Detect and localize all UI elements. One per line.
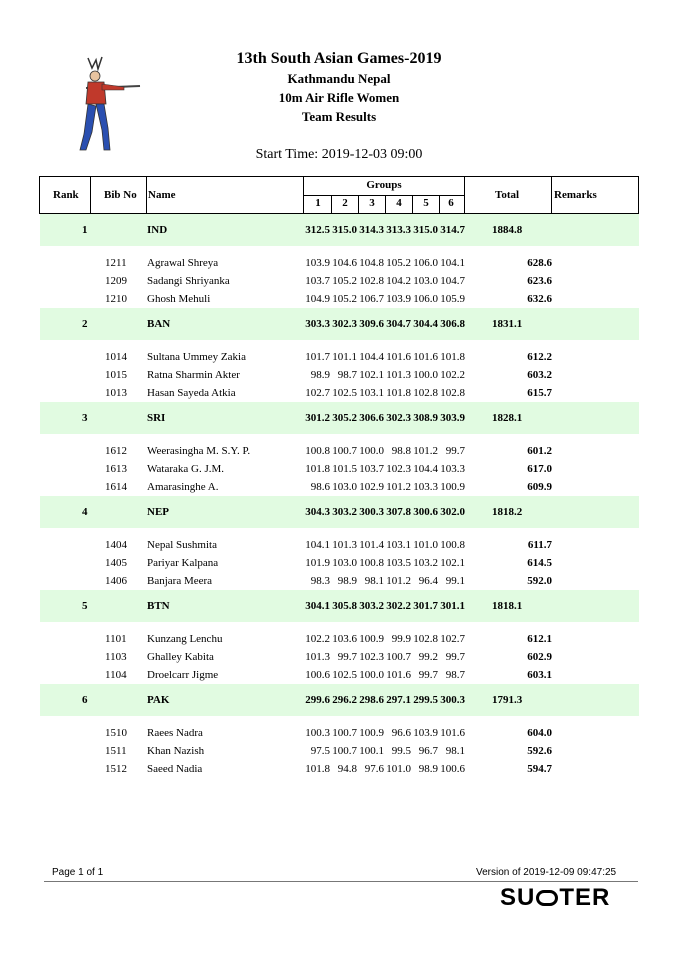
- athlete-total: 612.1: [527, 633, 552, 645]
- team-group-score: 298.6: [359, 694, 384, 706]
- team-rank: 1: [82, 224, 88, 236]
- athlete-group-score: 105.9: [440, 293, 465, 305]
- athlete-group-score: 99.7: [445, 651, 465, 663]
- page-number: Page 1 of 1: [52, 867, 104, 878]
- athlete-group-score: 105.2: [386, 257, 411, 269]
- athlete-group-score: 103.7: [305, 275, 330, 287]
- athlete-group-score: 103.3: [413, 481, 438, 493]
- athlete-group-score: 102.3: [386, 463, 411, 475]
- athlete-group-score: 100.7: [332, 445, 357, 457]
- athlete-group-score: 99.9: [391, 633, 411, 645]
- col-groups: Groups: [366, 179, 402, 191]
- athlete-group-score: 104.2: [386, 275, 411, 287]
- athlete-group-score: 100.9: [440, 481, 465, 493]
- team-group-score: 300.3: [440, 694, 465, 706]
- athlete-group-score: 102.5: [332, 387, 357, 399]
- athlete-group-score: 104.4: [359, 351, 384, 363]
- athlete-group-score: 106.0: [413, 257, 438, 269]
- team-rank: 6: [82, 694, 88, 706]
- athlete-row: [40, 648, 639, 666]
- athlete-group-score: 100.9: [359, 633, 384, 645]
- athlete-name: Agrawal Shreya: [147, 257, 219, 269]
- team-row: [40, 402, 639, 434]
- athlete-name: Sultana Ummey Zakia: [147, 351, 246, 363]
- athlete-row: [40, 254, 639, 272]
- athlete-row: [40, 760, 639, 778]
- athlete-bib: 1209: [105, 275, 127, 287]
- team-group-score: 306.6: [359, 412, 384, 424]
- athlete-group-score: 98.3: [310, 575, 330, 587]
- team-group-score: 302.3: [386, 412, 411, 424]
- athlete-group-score: 98.6: [310, 481, 330, 493]
- col-total: Total: [495, 189, 520, 201]
- athlete-group-score: 101.2: [386, 575, 411, 587]
- athlete-name: Wataraka G. J.M.: [147, 463, 225, 475]
- athlete-group-score: 96.6: [391, 727, 411, 739]
- team-total: 1831.1: [492, 318, 523, 330]
- athlete-name: Amarasinghe A.: [147, 481, 219, 493]
- team-row: [40, 214, 639, 246]
- col-group-4: 4: [396, 197, 402, 209]
- athlete-group-score: 104.7: [440, 275, 465, 287]
- athlete-bib: 1614: [105, 481, 127, 493]
- version-stamp: Version of 2019-12-09 09:47:25: [476, 867, 617, 878]
- athlete-group-score: 100.1: [359, 745, 384, 757]
- team-group-score: 306.8: [440, 318, 465, 330]
- athlete-group-score: 98.7: [445, 669, 465, 681]
- team-name: BAN: [147, 318, 171, 330]
- team-group-score: 301.2: [305, 412, 330, 424]
- athlete-row: [40, 366, 639, 384]
- team-rank: 5: [82, 600, 88, 612]
- athlete-row: [40, 536, 639, 554]
- team-group-score: 300.3: [359, 506, 384, 518]
- athlete-group-score: 99.1: [445, 575, 465, 587]
- athlete-group-score: 101.6: [386, 351, 411, 363]
- athlete-total: 594.7: [527, 763, 552, 775]
- team-group-score: 314.3: [359, 224, 384, 236]
- athlete-bib: 1015: [105, 369, 127, 381]
- athlete-group-score: 100.0: [359, 445, 384, 457]
- athlete-group-score: 103.0: [332, 557, 357, 569]
- location: Kathmandu Nepal: [287, 71, 391, 86]
- team-row: [40, 684, 639, 716]
- results-subtitle: Team Results: [301, 109, 377, 124]
- team-group-score: 312.5: [305, 224, 330, 236]
- athlete-bib: 1014: [105, 351, 127, 363]
- athlete-group-score: 100.6: [440, 763, 465, 775]
- athlete-group-score: 101.3: [332, 539, 357, 551]
- athlete-group-score: 98.9: [337, 575, 357, 587]
- team-group-score: 304.3: [305, 506, 330, 518]
- team-group-score: 304.7: [386, 318, 411, 330]
- athlete-group-score: 104.1: [305, 539, 330, 551]
- col-name: Name: [148, 189, 176, 201]
- athlete-group-score: 101.6: [386, 669, 411, 681]
- athlete-group-score: 100.6: [305, 669, 330, 681]
- team-group-score: 296.2: [332, 694, 357, 706]
- athlete-bib: 1405: [105, 557, 127, 569]
- team-group-score: 314.7: [440, 224, 465, 236]
- team-group-score: 307.8: [386, 506, 411, 518]
- athlete-group-score: 100.8: [305, 445, 330, 457]
- athlete-group-score: 102.2: [305, 633, 330, 645]
- athlete-bib: 1101: [105, 633, 127, 645]
- athlete-group-score: 102.5: [332, 669, 357, 681]
- athlete-total: 592.6: [527, 745, 552, 757]
- athlete-group-score: 103.5: [386, 557, 411, 569]
- brand-logo: SU TER: [500, 884, 611, 911]
- athlete-row: [40, 384, 639, 402]
- athlete-group-score: 99.7: [445, 445, 465, 457]
- athlete-group-score: 98.9: [418, 763, 438, 775]
- athlete-row: [40, 478, 639, 496]
- athlete-group-score: 103.2: [413, 557, 438, 569]
- team-name: SRI: [147, 412, 166, 424]
- athlete-group-score: 96.7: [418, 745, 438, 757]
- athlete-group-score: 103.1: [359, 387, 384, 399]
- team-group-score: 313.3: [386, 224, 411, 236]
- athlete-group-score: 100.0: [359, 669, 384, 681]
- team-name: PAK: [147, 694, 170, 706]
- athlete-bib: 1211: [105, 257, 127, 269]
- athlete-group-score: 102.1: [440, 557, 465, 569]
- col-group-3: 3: [369, 197, 375, 209]
- athlete-name: Ratna Sharmin Akter: [147, 369, 240, 381]
- team-group-score: 303.2: [359, 600, 384, 612]
- col-group-2: 2: [342, 197, 348, 209]
- athlete-total: 603.1: [527, 669, 552, 681]
- team-rank: 4: [82, 506, 88, 518]
- footer-divider: [44, 881, 638, 882]
- athlete-group-score: 103.1: [386, 539, 411, 551]
- athlete-group-score: 100.0: [413, 369, 438, 381]
- team-name: BTN: [147, 600, 170, 612]
- athlete-group-score: 101.5: [332, 463, 357, 475]
- athlete-group-score: 105.2: [332, 275, 357, 287]
- athlete-group-score: 103.9: [386, 293, 411, 305]
- team-group-score: 302.3: [332, 318, 357, 330]
- athlete-bib: 1404: [105, 539, 127, 551]
- team-row: [40, 308, 639, 340]
- athlete-group-score: 102.8: [413, 633, 438, 645]
- athlete-row: [40, 666, 639, 684]
- athlete-group-score: 101.3: [305, 651, 330, 663]
- athlete-row: [40, 272, 639, 290]
- athlete-group-score: 99.7: [418, 669, 438, 681]
- athlete-group-score: 102.2: [440, 369, 465, 381]
- athlete-row: [40, 572, 639, 590]
- athlete-group-score: 102.7: [305, 387, 330, 399]
- athlete-group-score: 101.0: [386, 763, 411, 775]
- team-group-score: 301.1: [440, 600, 465, 612]
- athlete-group-score: 98.9: [310, 369, 330, 381]
- athlete-row: [40, 554, 639, 572]
- team-group-score: 304.1: [305, 600, 330, 612]
- athlete-name: Banjara Meera: [147, 575, 213, 587]
- athlete-group-score: 101.3: [386, 369, 411, 381]
- athlete-total: 609.9: [527, 481, 552, 493]
- athlete-total: 615.7: [527, 387, 552, 399]
- athlete-total: 617.0: [527, 463, 552, 475]
- team-group-score: 301.7: [413, 600, 438, 612]
- athlete-group-score: 101.4: [359, 539, 384, 551]
- athlete-group-score: 106.7: [359, 293, 384, 305]
- athlete-group-score: 101.0: [413, 539, 438, 551]
- team-group-score: 305.2: [332, 412, 357, 424]
- team-group-score: 302.0: [440, 506, 465, 518]
- athlete-bib: 1103: [105, 651, 127, 663]
- page-title: 13th South Asian Games-2019: [236, 50, 442, 67]
- athlete-bib: 1210: [105, 293, 127, 305]
- athlete-row: [40, 290, 639, 308]
- athlete-name: Khan Nazish: [147, 745, 205, 757]
- athlete-group-score: 102.7: [440, 633, 465, 645]
- col-rank: Rank: [53, 189, 79, 201]
- athlete-group-score: 104.6: [332, 257, 357, 269]
- col-group-5: 5: [423, 197, 429, 209]
- athlete-name: Nepal Sushmita: [147, 539, 217, 551]
- start-time: Start Time: 2019-12-03 09:00: [255, 147, 423, 162]
- col-group-6: 6: [448, 197, 454, 209]
- athlete-name: Kunzang Lenchu: [147, 633, 223, 645]
- team-group-score: 299.6: [305, 694, 330, 706]
- athlete-row: [40, 630, 639, 648]
- athlete-group-score: 102.8: [413, 387, 438, 399]
- athlete-name: Pariyar Kalpana: [147, 557, 219, 569]
- team-group-score: 315.0: [332, 224, 357, 236]
- col-bib: Bib No: [104, 189, 137, 201]
- athlete-group-score: 99.7: [337, 651, 357, 663]
- athlete-total: 632.6: [527, 293, 552, 305]
- col-group-1: 1: [315, 197, 321, 209]
- athlete-group-score: 96.4: [418, 575, 438, 587]
- team-group-score: 302.2: [386, 600, 411, 612]
- table-header: [39, 176, 639, 214]
- athlete-name: Saeed Nadia: [147, 763, 203, 775]
- event-name: 10m Air Rifle Women: [278, 90, 400, 105]
- athlete-group-score: 103.9: [305, 257, 330, 269]
- team-group-score: 315.0: [413, 224, 438, 236]
- athlete-total: 604.0: [527, 727, 552, 739]
- athlete-group-score: 101.6: [413, 351, 438, 363]
- athlete-group-score: 103.0: [413, 275, 438, 287]
- team-group-score: 300.6: [413, 506, 438, 518]
- athlete-row: [40, 742, 639, 760]
- athlete-group-score: 100.7: [332, 727, 357, 739]
- athlete-name: Droelcarr Jigme: [147, 669, 219, 681]
- team-total: 1818.2: [492, 506, 523, 518]
- athlete-total: 592.0: [527, 575, 552, 587]
- athlete-group-score: 102.9: [359, 481, 384, 493]
- athlete-group-score: 103.9: [413, 727, 438, 739]
- athlete-name: Ghosh Mehuli: [147, 293, 211, 305]
- athlete-group-score: 98.8: [391, 445, 411, 457]
- team-group-score: 309.6: [359, 318, 384, 330]
- athlete-name: Raees Nadra: [147, 727, 203, 739]
- athlete-group-score: 104.8: [359, 257, 384, 269]
- athlete-group-score: 102.8: [440, 387, 465, 399]
- team-row: [40, 496, 639, 528]
- team-group-score: 303.3: [305, 318, 330, 330]
- athlete-bib: 1510: [105, 727, 127, 739]
- athlete-group-score: 97.6: [364, 763, 384, 775]
- athlete-group-score: 99.2: [418, 651, 438, 663]
- athlete-total: 623.6: [527, 275, 552, 287]
- athlete-group-score: 98.7: [337, 369, 357, 381]
- athlete-group-score: 102.8: [359, 275, 384, 287]
- athlete-group-score: 101.6: [440, 727, 465, 739]
- athlete-group-score: 100.9: [359, 727, 384, 739]
- athlete-name: Weerasingha M. S.Y. P.: [147, 445, 251, 457]
- team-total: 1818.1: [492, 600, 523, 612]
- athlete-group-score: 100.3: [305, 727, 330, 739]
- athlete-total: 612.2: [527, 351, 552, 363]
- athlete-group-score: 100.7: [332, 745, 357, 757]
- athlete-group-score: 101.8: [305, 463, 330, 475]
- athlete-total: 603.2: [527, 369, 552, 381]
- team-total: 1828.1: [492, 412, 523, 424]
- athlete-row: [40, 348, 639, 366]
- athlete-row: [40, 442, 639, 460]
- col-remarks: Remarks: [554, 189, 597, 201]
- team-group-score: 304.4: [413, 318, 438, 330]
- athlete-bib: 1511: [105, 745, 127, 757]
- athlete-total: 628.6: [527, 257, 552, 269]
- athlete-bib: 1104: [105, 669, 127, 681]
- athlete-group-score: 100.8: [440, 539, 465, 551]
- team-name: IND: [147, 224, 168, 236]
- athlete-group-score: 102.1: [359, 369, 384, 381]
- athlete-total: 614.5: [527, 557, 552, 569]
- athlete-group-score: 103.3: [440, 463, 465, 475]
- athlete-bib: 1406: [105, 575, 127, 587]
- athlete-group-score: 101.8: [305, 763, 330, 775]
- athlete-group-score: 98.1: [364, 575, 384, 587]
- team-name: NEP: [147, 506, 169, 518]
- team-total: 1884.8: [492, 224, 523, 236]
- athlete-row: [40, 460, 639, 478]
- athlete-name: Ghalley Kabita: [147, 651, 214, 663]
- team-group-score: 297.1: [386, 694, 411, 706]
- athlete-group-score: 104.4: [413, 463, 438, 475]
- athlete-group-score: 103.6: [332, 633, 357, 645]
- athlete-group-score: 97.5: [310, 745, 330, 757]
- athlete-group-score: 101.8: [440, 351, 465, 363]
- athlete-group-score: 98.1: [445, 745, 465, 757]
- athlete-total: 601.2: [527, 445, 552, 457]
- athlete-group-score: 99.5: [391, 745, 411, 757]
- athlete-group-score: 106.0: [413, 293, 438, 305]
- team-group-score: 305.8: [332, 600, 357, 612]
- team-row: [40, 590, 639, 622]
- athlete-bib: 1613: [105, 463, 127, 475]
- athlete-bib: 1013: [105, 387, 127, 399]
- athlete-bib: 1512: [105, 763, 127, 775]
- athlete-group-score: 100.7: [386, 651, 411, 663]
- athlete-group-score: 101.2: [386, 481, 411, 493]
- team-rank: 3: [82, 412, 88, 424]
- athlete-name: Hasan Sayeda Atkia: [147, 387, 236, 399]
- athlete-bib: 1612: [105, 445, 127, 457]
- athlete-group-score: 94.8: [337, 763, 357, 775]
- athlete-group-score: 101.2: [413, 445, 438, 457]
- athlete-group-score: 102.3: [359, 651, 384, 663]
- athlete-group-score: 104.9: [305, 293, 330, 305]
- team-group-score: 303.2: [332, 506, 357, 518]
- team-group-score: 308.9: [413, 412, 438, 424]
- team-rank: 2: [82, 318, 88, 330]
- athlete-group-score: 100.8: [359, 557, 384, 569]
- team-group-score: 303.9: [440, 412, 465, 424]
- athlete-group-score: 101.9: [305, 557, 330, 569]
- team-total: 1791.3: [492, 694, 523, 706]
- athlete-group-score: 103.0: [332, 481, 357, 493]
- athlete-group-score: 101.1: [332, 351, 357, 363]
- athlete-group-score: 103.7: [359, 463, 384, 475]
- athlete-group-score: 101.8: [386, 387, 411, 399]
- athlete-name: Sadangi Shriyanka: [147, 275, 230, 287]
- team-group-score: 299.5: [413, 694, 438, 706]
- athlete-row: [40, 724, 639, 742]
- athlete-total: 611.7: [527, 539, 552, 551]
- athlete-group-score: 104.1: [440, 257, 465, 269]
- athlete-total: 602.9: [527, 651, 552, 663]
- athlete-group-score: 105.2: [332, 293, 357, 305]
- athlete-group-score: 101.7: [305, 351, 330, 363]
